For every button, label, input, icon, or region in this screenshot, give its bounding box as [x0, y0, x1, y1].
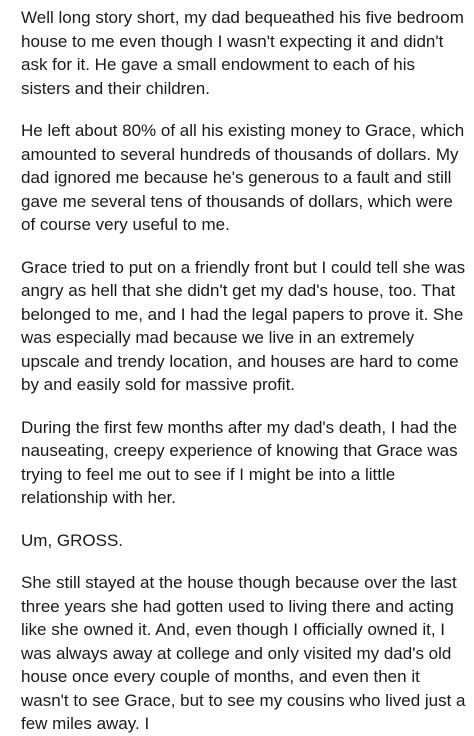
paragraph-5: Um, GROSS. — [21, 530, 124, 550]
paragraph-1: Well long story short, my dad bequeathed his five bedroom house to me even though I wasn't expecting it and didn't ask for it. He gave a small endowment to each of his sisters and their children. — [21, 8, 464, 98]
paragraph-4: During the first few months after my dad's death, I had the nauseating, creepy experience of knowing that Grace was trying to feel me out to see if I might be into a little relationship with her. — [21, 417, 458, 507]
paragraph-3: Grace tried to put on a friendly front but I could tell she was angry as hell that she didn't get my dad's house, too. That belonged to me, and I had the legal papers to prove it. She was especially mad because we live in an extremely upscale and trendy location, and houses are hard to come by and easily sold for massive profit. — [21, 257, 466, 394]
paragraph-2: He left about 80% of all his existing money to Grace, which amounted to several hundreds of thousands of dollars. My dad ignored me because he's generous to a fault and still gave me several tens of thousands of dollars, which were of course very useful to me. — [21, 121, 465, 234]
paragraph-6: She still stayed at the house though because over the last three years she had gotten used to living there and acting like she owned it. And, even though I officially owned it, I was always away at college and only visited my dad's old house once every couple of months, and even then it wasn't to see Grace, but to see my cousins who lived just a few miles away. I — [21, 573, 466, 733]
